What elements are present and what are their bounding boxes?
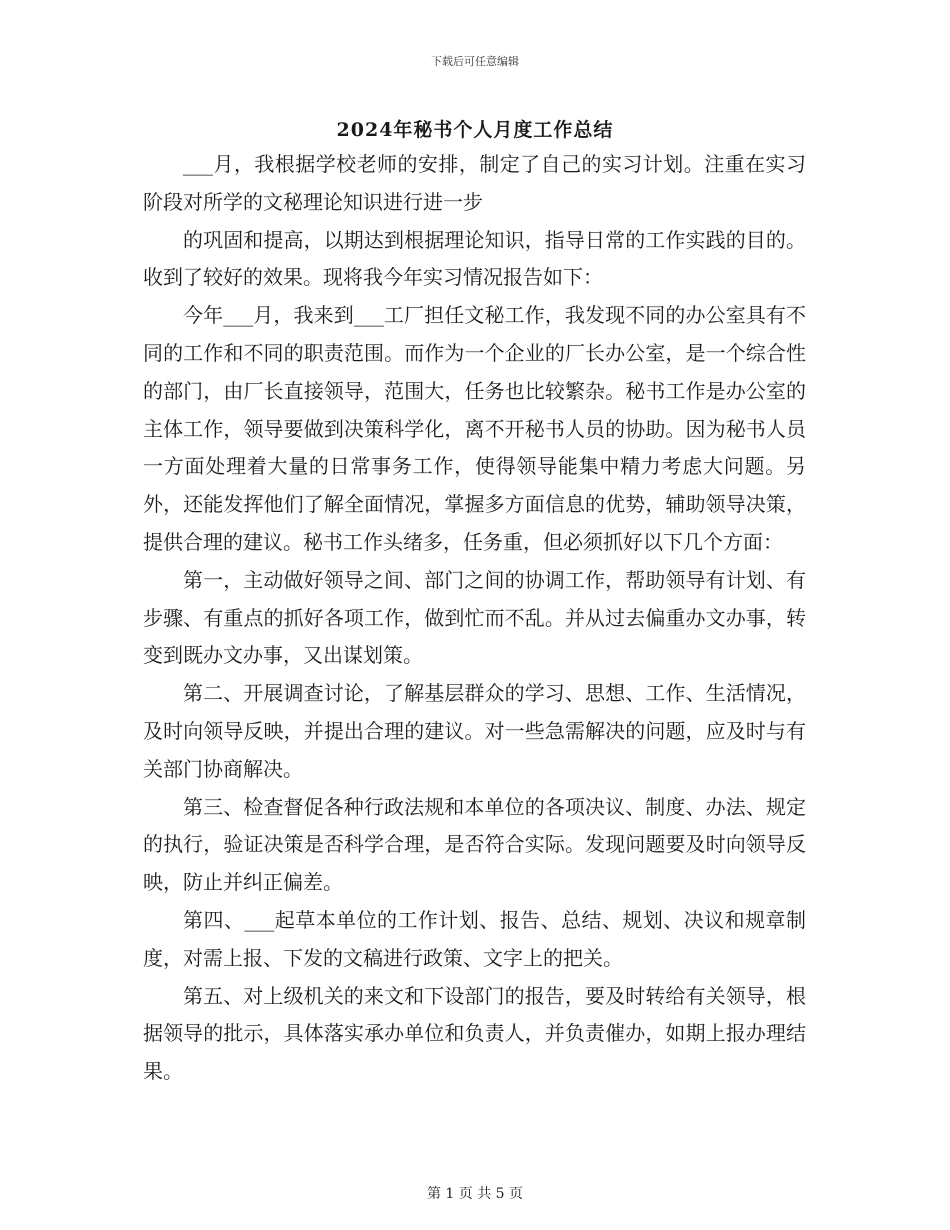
paragraph: 的巩固和提高，以期达到根据理论知识，指导日常的工作实践的目的。收到了较好的效果。现将我今年实习情况报告如下： xyxy=(143,227,806,290)
paragraph: 第三、检查督促各种行政法规和本单位的各项决议、制度、办法、规定的执行，验证决策是否科学合理，是否符合实际。发现问题要及时向领导反映，防止并纠正偏差。 xyxy=(143,794,806,895)
paragraph: 第二、开展调查讨论，了解基层群众的学习、思想、工作、生活情况，及时向领导反映，并提出合理的建议。对一些急需解决的问题，应及时与有关部门协商解决。 xyxy=(143,681,806,781)
paragraph: ___月，我根据学校老师的安排，制定了自己的实习计划。注重在实习阶段对所学的文秘理论知识进行进一步 xyxy=(143,152,806,214)
header-note: 下载后可任意编辑 xyxy=(431,55,519,68)
page-number: 第 1 页 共 5 页 xyxy=(426,1186,524,1202)
paragraph: 今年___月，我来到___工厂担任文秘工作，我发现不同的办公室具有不同的工作和不同的职责范围。而作为一个企业的厂长办公室，是一个综合性的部门，由厂长直接领导，范围大，任务也比较繁杂。秘书工作是办公室的主体工作，领导要做到决策科学化，离不开秘书人员的协助。因为秘书人员一方面处理着大量的日常事务工作，使得领导能集中精力考虑大问题。另外，还能发挥他们了解全面情况，掌握多方面信息的优势，辅助领导决策，提供合理的建议。秘书工作头绪多，任务重，但必须抓好以下几个方面： xyxy=(143,303,806,554)
paragraph: 第五、对上级机关的来文和下设部门的报告，要及时转给有关领导，根据领导的批示，具体落实承办单位和负责人，并负责催办，如期上报办理结果。 xyxy=(143,983,806,1084)
paragraph: 第四、___起草本单位的工作计划、报告、总结、规划、决议和规章制度，对需上报、下发的文稿进行政策、文字上的把关。 xyxy=(143,907,806,970)
document-body xyxy=(143,146,806,1091)
paragraph: 第一，主动做好领导之间、部门之间的协调工作，帮助领导有计划、有步骤、有重点的抓好各项工作，做到忙而不乱。并从过去偏重办文办事，转变到既办文办事，又出谋划策。 xyxy=(143,567,806,668)
document-title: 2024年秘书个人月度工作总结 xyxy=(336,119,614,141)
